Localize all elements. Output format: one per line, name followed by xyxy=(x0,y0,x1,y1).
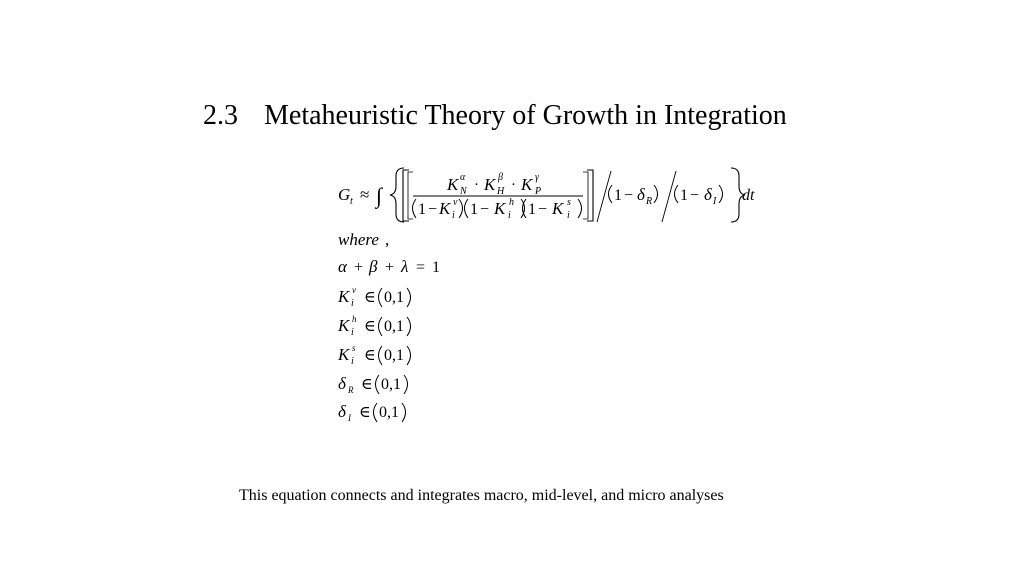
sum-one: 1 xyxy=(432,259,440,276)
range-kv-interval: 0,1 xyxy=(384,289,404,306)
range-kh-in: ∈ xyxy=(364,318,376,335)
den2-sup: h xyxy=(509,197,514,208)
range-kv-sup: v xyxy=(352,285,356,295)
left-brace xyxy=(390,168,404,222)
range-kv-sub: i xyxy=(351,298,354,309)
range-kh xyxy=(337,314,411,338)
range-delta-r-symbol: δ xyxy=(338,374,346,393)
num-k1-sup: α xyxy=(460,172,466,183)
range-delta-r-interval: 0,1 xyxy=(381,376,401,393)
inner-right-bracket xyxy=(583,172,588,219)
denominator xyxy=(413,197,582,221)
range-delta-i-symbol: δ xyxy=(338,402,346,421)
range-kh-symbol: K xyxy=(338,316,350,335)
range-kh-sup: h xyxy=(352,314,357,324)
sum-lambda: λ xyxy=(401,257,409,276)
range-ks-sub: i xyxy=(351,356,354,367)
num-k3: K xyxy=(521,175,533,194)
section-title: Metaheuristic Theory of Growth in Integration xyxy=(264,100,787,131)
factor-r-minus: − xyxy=(624,187,634,204)
den3-k: K xyxy=(552,199,564,218)
range-kv-symbol: K xyxy=(338,287,350,306)
range-delta-i-interval: 0,1 xyxy=(379,404,399,421)
den1-one: 1 xyxy=(418,201,426,218)
numerator xyxy=(446,172,541,197)
den3-one: 1 xyxy=(528,201,536,218)
range-kh-interval: 0,1 xyxy=(384,318,404,335)
lhs-symbol: G xyxy=(338,185,351,204)
num-k1: K xyxy=(447,175,459,194)
num-k3-sup: γ xyxy=(535,172,539,183)
range-ks xyxy=(337,343,411,367)
sum-equals: = xyxy=(416,259,426,276)
inner-left-bracket xyxy=(408,172,413,219)
num-k2-sup: β xyxy=(498,172,503,183)
range-ks-in: ∈ xyxy=(364,347,376,364)
num-k1-sub: N xyxy=(460,186,467,197)
num-k2-sub: H xyxy=(497,186,505,197)
den2-one: 1 xyxy=(470,201,478,218)
den3-sup: s xyxy=(567,197,571,208)
den2-k: K xyxy=(494,199,506,218)
range-delta-i-sub: I xyxy=(348,413,351,423)
factor-r-one: 1 xyxy=(614,187,622,204)
sum-alpha: α xyxy=(338,257,347,276)
range-kv xyxy=(337,285,411,309)
den1-minus: − xyxy=(428,201,438,218)
sum-plus1: + xyxy=(354,259,364,276)
integral-sign: ∫ xyxy=(376,183,383,208)
range-delta-i-in: ∈ xyxy=(359,404,371,421)
range-kh-sub: i xyxy=(351,327,354,338)
range-ks-interval: 0,1 xyxy=(384,347,404,364)
range-delta-i xyxy=(338,402,406,423)
factor-r-delta: δ xyxy=(637,185,645,204)
den1-sub: i xyxy=(452,210,455,221)
range-delta-r-in: ∈ xyxy=(361,376,373,393)
num-dot2: · xyxy=(511,177,516,193)
range-delta-r-sub: R xyxy=(348,385,354,395)
where-label: where xyxy=(338,230,379,249)
range-delta-r xyxy=(338,374,408,395)
den3-sub: i xyxy=(567,210,570,221)
division-slash-2 xyxy=(662,171,676,222)
den1-sup: v xyxy=(453,197,458,208)
equation-caption: This equation connects and integrates macro, mid-level, and micro analyses xyxy=(239,487,724,504)
den2-minus: − xyxy=(480,201,490,218)
num-k3-sub: P xyxy=(535,186,542,197)
factor-r-sub: R xyxy=(646,196,653,207)
where-comma: , xyxy=(385,230,390,249)
factor-i-minus: − xyxy=(690,187,700,204)
approx-sign: ≈ xyxy=(360,185,370,204)
range-ks-sup: s xyxy=(352,343,356,353)
sum-plus2: + xyxy=(385,259,395,276)
range-kv-in: ∈ xyxy=(364,289,376,306)
lhs-subscript: t xyxy=(350,196,353,207)
factor-i-delta: δ xyxy=(704,185,712,204)
sum-beta: β xyxy=(369,257,378,276)
differential: dt xyxy=(742,187,755,204)
num-k2: K xyxy=(484,175,496,194)
section-number: 2.3 xyxy=(203,100,238,131)
factor-i-one: 1 xyxy=(680,187,688,204)
den1-k: K xyxy=(439,199,451,218)
range-ks-symbol: K xyxy=(338,345,350,364)
den3-minus: − xyxy=(538,201,548,218)
factor-i-sub: I xyxy=(713,196,717,207)
parameter-sum xyxy=(338,257,440,276)
den2-sub: i xyxy=(508,210,511,221)
num-dot1: · xyxy=(474,177,479,193)
